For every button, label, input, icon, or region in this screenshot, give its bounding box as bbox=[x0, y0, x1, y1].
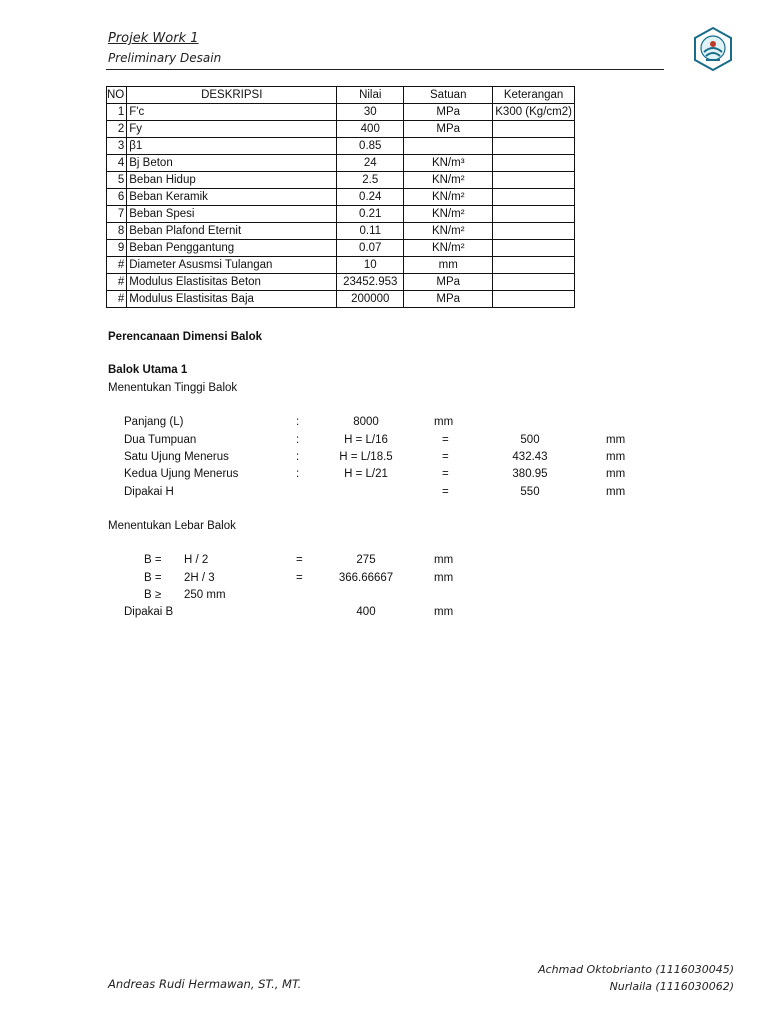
row-keterangan: K300 (Kg/cm2) bbox=[493, 104, 575, 121]
row-keterangan bbox=[493, 155, 575, 172]
tinggi-heading: Menentukan Tinggi Balok bbox=[108, 382, 238, 394]
row-satuan: mm bbox=[404, 257, 493, 274]
lebar-eq: = bbox=[296, 572, 303, 584]
lebar-label: B = bbox=[144, 554, 162, 566]
col-keterangan-header: Keterangan bbox=[493, 87, 575, 104]
row-keterangan bbox=[493, 274, 575, 291]
row-satuan: KN/m² bbox=[404, 240, 493, 257]
tinggi-unit: mm bbox=[606, 434, 626, 446]
table-row bbox=[107, 138, 575, 155]
row-deskripsi: Fy bbox=[127, 121, 337, 138]
row-nilai: 2.5 bbox=[337, 172, 404, 189]
row-satuan: KN/m² bbox=[404, 189, 493, 206]
col-deskripsi-header: DESKRIPSI bbox=[127, 87, 337, 104]
tinggi-eq: = bbox=[442, 451, 449, 463]
row-nilai: 400 bbox=[337, 121, 404, 138]
row-keterangan bbox=[493, 121, 575, 138]
row-keterangan bbox=[493, 257, 575, 274]
author-name-2: Nurlaila (1116030062) bbox=[609, 980, 734, 993]
lebar-value: 366.66667 bbox=[338, 572, 394, 584]
row-keterangan bbox=[493, 138, 575, 155]
tinggi-value: 500 bbox=[520, 434, 540, 446]
tinggi-eq: mm bbox=[434, 416, 454, 428]
row-satuan: MPa bbox=[404, 121, 493, 138]
author-name-1: Achmad Oktobrianto (1116030045) bbox=[538, 963, 734, 976]
row-satuan: KN/m³ bbox=[404, 155, 493, 172]
tinggi-label: Satu Ujung Menerus bbox=[124, 451, 229, 463]
lebar-expr: 250 mm bbox=[184, 589, 226, 601]
lebar-unit: mm bbox=[434, 554, 454, 566]
row-keterangan bbox=[493, 189, 575, 206]
tinggi-formula: H = L/21 bbox=[344, 468, 388, 480]
tinggi-unit: mm bbox=[606, 486, 626, 498]
table-row bbox=[107, 206, 575, 223]
row-no: 9 bbox=[107, 240, 127, 257]
row-satuan: MPa bbox=[404, 104, 493, 121]
tinggi-value: 432.43 bbox=[512, 451, 548, 463]
section-subtitle: Balok Utama 1 bbox=[108, 364, 188, 376]
col-no-header: NO bbox=[107, 87, 127, 104]
row-nilai: 200000 bbox=[337, 291, 404, 308]
document-title: Projek Work 1 bbox=[108, 31, 199, 46]
row-no: 4 bbox=[107, 155, 127, 172]
lebar-unit: mm bbox=[434, 572, 454, 584]
row-deskripsi: Beban Penggantung bbox=[127, 240, 337, 257]
tinggi-value: 380.95 bbox=[512, 468, 548, 480]
row-deskripsi: Beban Hidup bbox=[127, 172, 337, 189]
table-row bbox=[107, 274, 575, 291]
col-nilai-header: Nilai bbox=[337, 87, 404, 104]
row-nilai: 10 bbox=[337, 257, 404, 274]
row-no: # bbox=[107, 257, 127, 274]
tinggi-eq: = bbox=[442, 434, 449, 446]
table-row bbox=[107, 172, 575, 189]
table-row bbox=[107, 121, 575, 138]
tinggi-label: Dipakai H bbox=[124, 486, 174, 498]
tinggi-colon: : bbox=[296, 451, 300, 463]
row-deskripsi: Modulus Elastisitas Beton bbox=[127, 274, 337, 291]
row-nilai: 0.11 bbox=[337, 223, 404, 240]
row-nilai: 0.85 bbox=[337, 138, 404, 155]
tinggi-eq: = bbox=[442, 468, 449, 480]
row-deskripsi: Beban Keramik bbox=[127, 189, 337, 206]
row-no: 2 bbox=[107, 121, 127, 138]
row-satuan: KN/m² bbox=[404, 206, 493, 223]
university-logo-icon bbox=[691, 27, 735, 71]
table-row bbox=[107, 189, 575, 206]
row-nilai: 0.07 bbox=[337, 240, 404, 257]
row-satuan: KN/m² bbox=[404, 172, 493, 189]
dipakai-b-unit: mm bbox=[434, 606, 454, 618]
row-deskripsi: Bj Beton bbox=[127, 155, 337, 172]
row-no: # bbox=[107, 291, 127, 308]
lebar-heading: Menentukan Lebar Balok bbox=[108, 520, 236, 532]
row-satuan: MPa bbox=[404, 274, 493, 291]
table-row bbox=[107, 223, 575, 240]
row-no: 1 bbox=[107, 104, 127, 121]
row-keterangan bbox=[493, 172, 575, 189]
row-nilai: 0.21 bbox=[337, 206, 404, 223]
tinggi-label: Panjang (L) bbox=[124, 416, 184, 428]
row-nilai: 24 bbox=[337, 155, 404, 172]
row-nilai: 0.24 bbox=[337, 189, 404, 206]
row-satuan: KN/m² bbox=[404, 223, 493, 240]
row-deskripsi: Beban Spesi bbox=[127, 206, 337, 223]
lebar-expr: H / 2 bbox=[184, 554, 209, 566]
table-row bbox=[107, 155, 575, 172]
supervisor-name: Andreas Rudi Hermawan, ST., MT. bbox=[108, 977, 302, 991]
parameter-table bbox=[106, 86, 575, 308]
row-deskripsi: Diameter Asusmsi Tulangan bbox=[127, 257, 337, 274]
table-row bbox=[107, 257, 575, 274]
dipakai-b-value: 400 bbox=[356, 606, 376, 618]
dipakai-b-label: Dipakai B bbox=[124, 606, 174, 618]
row-no: 6 bbox=[107, 189, 127, 206]
tinggi-label: Dua Tumpuan bbox=[124, 434, 197, 446]
row-no: # bbox=[107, 274, 127, 291]
col-satuan-header: Satuan bbox=[404, 87, 493, 104]
row-keterangan bbox=[493, 291, 575, 308]
lebar-value: 275 bbox=[356, 554, 376, 566]
tinggi-label: Kedua Ujung Menerus bbox=[124, 468, 239, 480]
row-nilai: 23452.953 bbox=[337, 274, 404, 291]
row-deskripsi: Modulus Elastisitas Baja bbox=[127, 291, 337, 308]
row-deskripsi: β1 bbox=[127, 138, 337, 155]
document-subtitle: Preliminary Desain bbox=[108, 51, 222, 65]
section-title: Perencanaan Dimensi Balok bbox=[108, 331, 263, 343]
lebar-expr: 2H / 3 bbox=[184, 572, 215, 584]
row-nilai: 30 bbox=[337, 104, 404, 121]
lebar-label: B ≥ bbox=[144, 589, 162, 601]
row-no: 7 bbox=[107, 206, 127, 223]
tinggi-formula: H = L/16 bbox=[344, 434, 388, 446]
tinggi-unit: mm bbox=[606, 451, 626, 463]
row-keterangan bbox=[493, 223, 575, 240]
lebar-label: B = bbox=[144, 572, 162, 584]
row-deskripsi: F'c bbox=[127, 104, 337, 121]
lebar-eq: = bbox=[296, 554, 303, 566]
row-keterangan bbox=[493, 206, 575, 223]
row-satuan bbox=[404, 138, 493, 155]
row-satuan: MPa bbox=[404, 291, 493, 308]
table-row bbox=[107, 104, 575, 121]
tinggi-colon: : bbox=[296, 468, 300, 480]
row-deskripsi: Beban Plafond Eternit bbox=[127, 223, 337, 240]
table-row bbox=[107, 291, 575, 308]
row-no: 3 bbox=[107, 138, 127, 155]
header-divider bbox=[106, 69, 664, 70]
tinggi-unit: mm bbox=[606, 468, 626, 480]
tinggi-value: 550 bbox=[520, 486, 540, 498]
row-keterangan bbox=[493, 240, 575, 257]
tinggi-formula: H = L/18.5 bbox=[339, 451, 393, 463]
row-no: 5 bbox=[107, 172, 127, 189]
tinggi-colon: : bbox=[296, 434, 300, 446]
tinggi-colon: : bbox=[296, 416, 300, 428]
table-header-row bbox=[107, 87, 575, 104]
tinggi-formula: 8000 bbox=[353, 416, 379, 428]
tinggi-eq: = bbox=[442, 486, 449, 498]
table-row bbox=[107, 240, 575, 257]
row-no: 8 bbox=[107, 223, 127, 240]
